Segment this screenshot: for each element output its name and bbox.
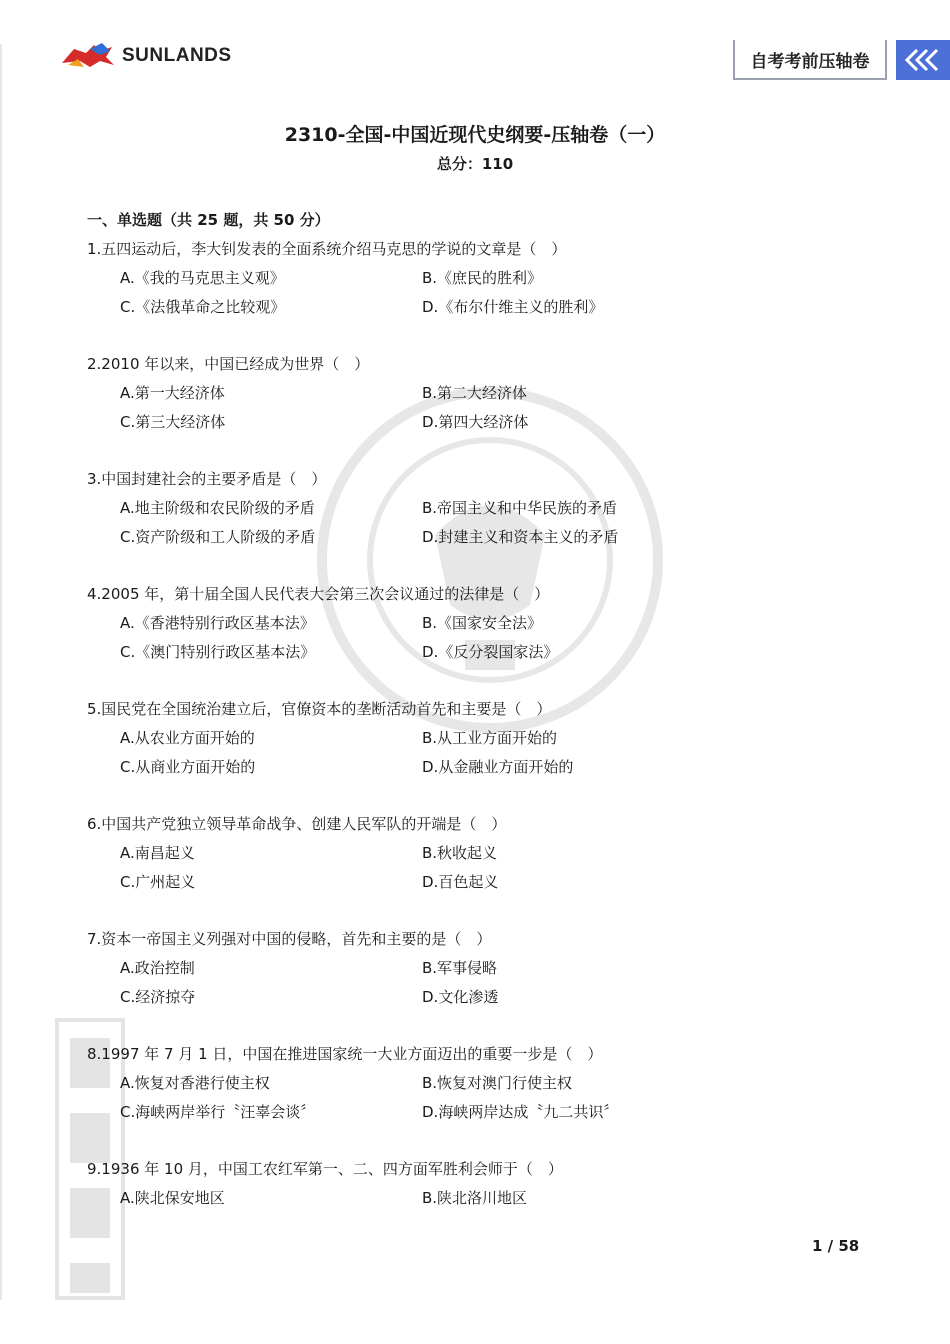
page-edge xyxy=(0,44,2,1300)
option-a: A.南昌起义 xyxy=(120,844,195,862)
option-c: C.资产阶级和工人阶级的矛盾 xyxy=(120,528,316,546)
page-counter: 1 / 58 xyxy=(812,1237,860,1255)
option-d: D.《布尔什维主义的胜利》 xyxy=(422,298,604,316)
question-stem: 5.国民党在全国统治建立后，官僚资本的垄断活动首先和主要是（ ） xyxy=(87,700,552,718)
brand-logo xyxy=(60,40,232,72)
option-b: B.《国家安全法》 xyxy=(422,614,543,632)
question-stem: 6.中国共产党独立领导革命战争、创建人民军队的开端是（ ） xyxy=(87,815,507,833)
option-d: D.文化渗透 xyxy=(422,988,499,1006)
option-b: B.秋收起义 xyxy=(422,844,498,862)
option-d: D.海峡两岸达成〝九二共识〞 xyxy=(422,1103,619,1121)
option-b: B.军事侵略 xyxy=(422,959,498,977)
option-b: B.《庶民的胜利》 xyxy=(422,269,543,287)
option-d: D.第四大经济体 xyxy=(422,413,529,431)
option-b: B.陕北洛川地区 xyxy=(422,1189,528,1207)
option-d: D.百色起义 xyxy=(422,873,499,891)
option-c: C.《澳门特别行政区基本法》 xyxy=(120,643,316,661)
section-heading: 一、单选题（共 25 题，共 50 分） xyxy=(87,211,330,229)
option-b: B.从工业方面开始的 xyxy=(422,729,558,747)
question-stem: 1.五四运动后，李大钊发表的全面系统介绍马克思的学说的文章是（ ） xyxy=(87,240,567,258)
option-a: A.陕北保安地区 xyxy=(120,1189,225,1207)
question-stem: 3.中国封建社会的主要矛盾是（ ） xyxy=(87,470,327,488)
page-gap xyxy=(0,1300,950,1344)
option-d: D.《反分裂国家法》 xyxy=(422,643,559,661)
option-c: C.第三大经济体 xyxy=(120,413,226,431)
option-a: A.地主阶级和农民阶级的矛盾 xyxy=(120,499,315,517)
question-stem: 2.2010 年以来，中国已经成为世界（ ） xyxy=(87,355,370,373)
option-b: B.第二大经济体 xyxy=(422,384,528,402)
option-a: A.恢复对香港行使主权 xyxy=(120,1074,270,1092)
question-stem: 7.资本一帝国主义列强对中国的侵略，首先和主要的是（ ） xyxy=(87,930,492,948)
option-a: A.从农业方面开始的 xyxy=(120,729,255,747)
sunlands-horse-icon xyxy=(60,41,116,71)
option-c: C.《法俄革命之比较观》 xyxy=(120,298,286,316)
total-score: 总分：110 xyxy=(436,155,514,173)
option-d: D.从金融业方面开始的 xyxy=(422,758,574,776)
option-a: A.政治控制 xyxy=(120,959,195,977)
question-stem: 8.1997 年 7 月 1 日，中国在推进国家统一大业方面迈出的重要一步是（ ） xyxy=(87,1045,603,1063)
watermark-seal-icon xyxy=(315,385,665,735)
option-c: C.经济掠夺 xyxy=(120,988,196,1006)
question-stem: 4.2005 年，第十届全国人民代表大会第三次会议通过的法律是（ ） xyxy=(87,585,550,603)
option-c: C.海峡两岸举行〝汪辜会谈〞 xyxy=(120,1103,316,1121)
option-b: B.恢复对澳门行使主权 xyxy=(422,1074,573,1092)
option-c: C.从商业方面开始的 xyxy=(120,758,256,776)
brand-name: SUNLANDS xyxy=(122,45,232,66)
option-a: A.《我的马克思主义观》 xyxy=(120,269,285,287)
option-b: B.帝国主义和中华民族的矛盾 xyxy=(422,499,618,517)
chevron-left-icon xyxy=(896,40,950,80)
question-stem: 9.1936 年 10 月，中国工农红军第一、二、四方面军胜利会师于（ ） xyxy=(87,1160,563,1178)
option-d: D.封建主义和资本主义的矛盾 xyxy=(422,528,619,546)
exam-title: 2310-全国-中国近现代史纲要-压轴卷（一） xyxy=(284,124,666,146)
option-c: C.广州起义 xyxy=(120,873,196,891)
option-a: A.《香港特别行政区基本法》 xyxy=(120,614,315,632)
exam-type-badge: 自考考前压轴卷 xyxy=(733,40,887,80)
option-a: A.第一大经济体 xyxy=(120,384,225,402)
